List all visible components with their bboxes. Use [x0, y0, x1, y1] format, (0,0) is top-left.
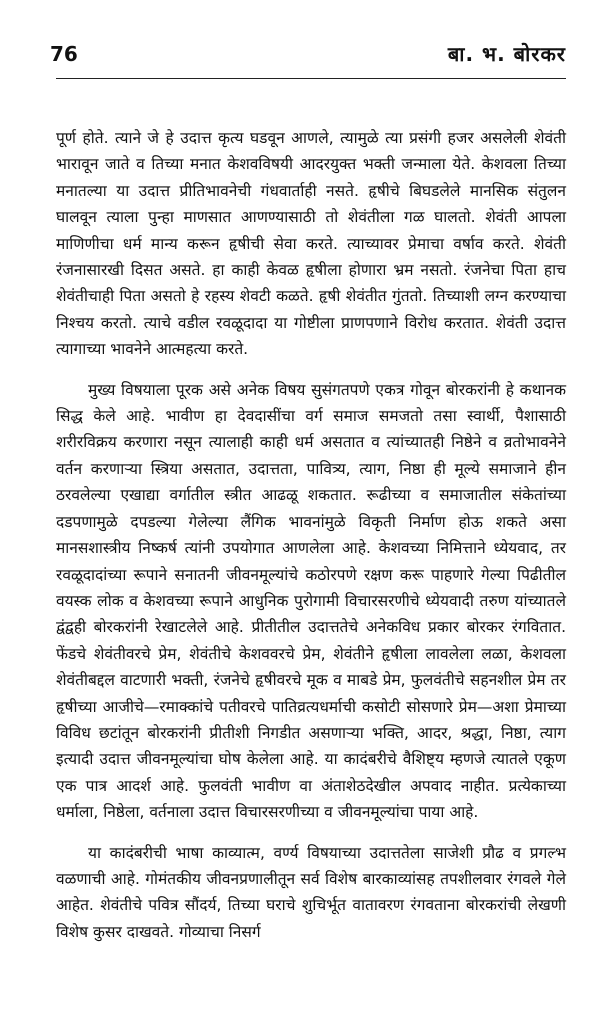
page-header — [50, 40, 566, 79]
page-number: 76 — [50, 42, 78, 66]
paragraph-1: पूर्ण होते. त्याने जे हे उदात्त कृत्य घडवून आणले, त्यामुळे त्या प्रसंगी हजर असलेली शेवंती भारावून जाते व तिच्या मनात केशवविषयी आदरयुक्त भक्ती जन्माला येते. केशवला तिच्या मनातल्या या उदात्त प्रीतिभावनेची गंधवार्ताही नसते. हृषीचे बिघडलेले मानसिक संतुलन घालवून त्याला पुन्हा माणसात आणण्यासाठी तो शेवंतीला गळ घालतो. शेवंती आपला माणिणीचा धर्म मान्य करून हृषीची सेवा करते. त्याच्यावर प्रेमाचा वर्षाव करते. शेवंती रंजनासारखी दिसत असते. हा काही केवळ हृषीला होणारा भ्रम नसतो. रंजनेचा पिता हाच शेवंतीचाही पिता असतो हे रहस्य शेवटी कळते. हृषी शेवंतीत गुंततो. तिच्याशी लग्न करण्याचा निश्चय करतो. त्याचे वडील रवळूदादा या गोष्टीला प्राणपणाने विरोध करतात. शेवंती उदात्त त्यागाच्या भावनेने आत्महत्या करते. — [56, 129, 566, 359]
body-text — [56, 125, 566, 945]
running-head: बा. भ. बोरकर — [447, 42, 566, 66]
paragraph-2: मुख्य विषयाला पूरक असे अनेक विषय सुसंगतपणे एकत्र गोवून बोरकरांनी हे कथानक सिद्ध केले आहे. भावीण हा देवदासींचा वर्ग समाज समजतो तसा स्वार्थी, पैशासाठी शरीरविक्रय करणारा नसून त्यालाही काही धर्म असतात व त्यांच्यातही निष्ठेने व व्रतोभावनेने वर्तन करणाऱ्या स्त्रिया असतात, उदात्तता, पावित्र्य, त्याग, निष्ठा ही मूल्ये समाजाने हीन ठरवलेल्या एखाद्या वर्गातील स्त्रीत आढळू शकतात. रूढीच्या व समाजातील संकेतांच्या दडपणामुळे दपडल्या गेलेल्या लैंगिक भावनांमुळे विकृती निर्माण होऊ शकते असा मानसशास्त्रीय निष्कर्ष त्यांनी उपयोगात आणलेला आहे. केशवच्या निमित्ताने ध्येयवाद, तर रवळूदादांच्या रूपाने सनातनी जीवनमूल्यांचे कठोरपणे रक्षण करू पाहणारे गेल्या पिढीतील वयस्क लोक व केशवच्या रूपाने आधुनिक पुरोगामी विचारसरणीचे ध्येयवादी तरुण यांच्यातले द्वंद्वही बोरकरांनी रेखाटलेले आहे. प्रीतीतील उदात्ततेचे अनेकविध प्रकार बोरकर रंगवितात. फेंडचे शेवंतीवरचे प्रेम, शेवंतीचे केशववरचे प्रेम, शेवंतीने हृषीला लावलेला लळा, केशवला शेवंतीबद्दल वाटणारी भक्ती, रंजनेचे हृषीवरचे मूक व माबडे प्रेम, फुलवंतीचे सहनशील प्रेम तर हृषीच्या आजीचे—रमाक्कांचे पतीवरचे पातिव्रत्यधर्माची कसोटी सोसणारे प्रेम—अशा प्रेमाच्या विविध छटांतून बोरकरांनी प्रीतीशी निगडीत असणाऱ्या भक्ति, आदर, श्रद्धा, निष्ठा, त्याग इत्यादी उदात्त जीवनमूल्यांचा घोष केलेला आहे. या कादंबरीचे वैशिष्ट्य म्हणजे त्यातले एकूण एक पात्र आदर्श आहे. फुलवंती भावीण वा अंताशेठदेखील अपवाद नाहीत. प्रत्येकाच्या धर्माला, निष्ठेला, वर्तनाला उदात्त विचारसरणीच्या व जीवनमूल्यांचा पाया आहे. — [56, 380, 566, 822]
paragraph-3: या कादंबरीची भाषा काव्यात्म, वर्ण्य विषयाच्या उदात्ततेला साजेशी प्रौढ व प्रगल्भ वळणाची आहे. गोमंतकीय जीवनप्रणालीतून सर्व विशेष बारकाव्यांसह तपशीलवार रंगवले गेले आहेत. शेवंतीचे पवित्र सौंदर्य, तिच्या घराचे शुचिर्भूत वातावरण रंगवताना बोरकरांची लेखणी विशेष कुसर दाखवते. गोव्याचा निसर्ग — [56, 843, 566, 941]
